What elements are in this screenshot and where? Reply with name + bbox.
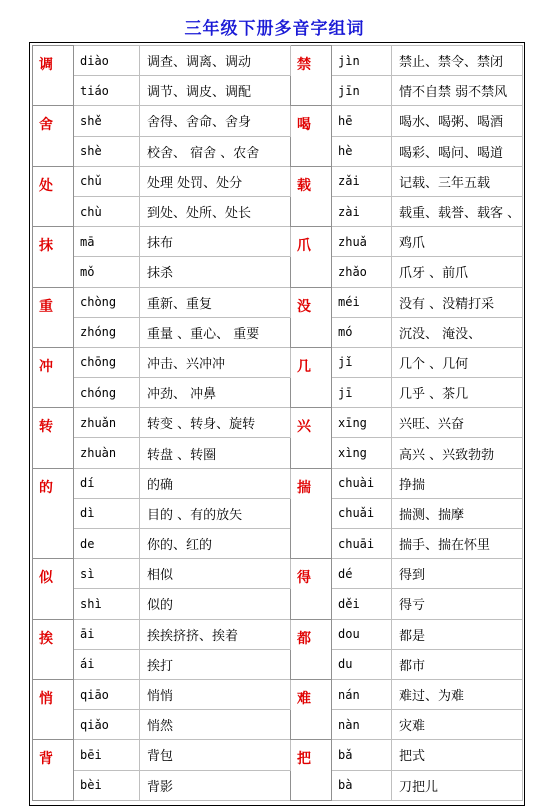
table-row xyxy=(33,559,523,589)
table-row xyxy=(33,257,523,287)
pinyin-cell: nàn xyxy=(332,710,392,740)
table-row xyxy=(33,46,523,76)
words-cell: 重新、重复 xyxy=(140,287,291,317)
pinyin-cell: chòng xyxy=(74,287,140,317)
pinyin-cell: du xyxy=(332,649,392,679)
words-cell: 没有 、没精打采 xyxy=(392,287,523,317)
table-row xyxy=(33,529,523,559)
pinyin-cell: zhóng xyxy=(74,317,140,347)
words-cell: 抹杀 xyxy=(140,257,291,287)
words-cell: 挨挨挤挤、挨着 xyxy=(140,619,291,649)
polyphone-char: 舍 xyxy=(33,106,74,166)
words-cell: 重量 、重心、 重要 xyxy=(140,317,291,347)
polyphone-char: 调 xyxy=(33,46,74,106)
table-row xyxy=(33,347,523,377)
words-cell: 兴旺、兴奋 xyxy=(392,408,523,438)
polyphone-char: 冲 xyxy=(33,347,74,407)
polyphone-char: 喝 xyxy=(291,106,332,166)
pinyin-cell: shě xyxy=(74,106,140,136)
words-cell: 沉没、 淹没、 xyxy=(392,317,523,347)
pinyin-cell: bà xyxy=(332,770,392,800)
words-cell: 鸡爪 xyxy=(392,227,523,257)
polyphone-char: 挨 xyxy=(33,619,74,679)
pinyin-cell: dí xyxy=(74,468,140,498)
words-cell: 得到 xyxy=(392,559,523,589)
words-cell: 背包 xyxy=(140,740,291,770)
polyphone-char: 得 xyxy=(291,559,332,619)
words-cell: 挣揣 xyxy=(392,468,523,498)
pinyin-cell: dou xyxy=(332,619,392,649)
words-cell: 喝水、喝粥、喝酒 xyxy=(392,106,523,136)
table-row xyxy=(33,740,523,770)
pinyin-cell: ái xyxy=(74,649,140,679)
table-row xyxy=(33,589,523,619)
polyphone-char: 揣 xyxy=(291,468,332,559)
pinyin-cell: shè xyxy=(74,136,140,166)
page-title: 三年级下册多音字组词 xyxy=(184,19,365,39)
table-row xyxy=(33,106,523,136)
polyphone-char: 似 xyxy=(33,559,74,619)
table-row xyxy=(33,408,523,438)
words-cell: 得亏 xyxy=(392,589,523,619)
table-row xyxy=(33,196,523,226)
table-row xyxy=(33,679,523,709)
table-row xyxy=(33,287,523,317)
pinyin-cell: bēi xyxy=(74,740,140,770)
words-cell: 几个 、几何 xyxy=(392,347,523,377)
pinyin-cell: jìn xyxy=(332,46,392,76)
words-cell: 都是 xyxy=(392,619,523,649)
pinyin-cell: dé xyxy=(332,559,392,589)
pinyin-cell: jǐ xyxy=(332,347,392,377)
pinyin-cell: hē xyxy=(332,106,392,136)
words-cell: 情不自禁 弱不禁风 xyxy=(392,76,523,106)
words-cell: 几乎 、茶几 xyxy=(392,378,523,408)
words-cell: 禁止、禁令、禁闭 xyxy=(392,46,523,76)
pinyin-cell: zhuàn xyxy=(74,438,140,468)
words-cell: 相似 xyxy=(140,559,291,589)
words-cell: 悄然 xyxy=(140,710,291,740)
words-cell: 到处、处所、处长 xyxy=(140,196,291,226)
pinyin-cell: nán xyxy=(332,679,392,709)
words-cell: 记载、三年五载 xyxy=(392,166,523,196)
pinyin-cell: hè xyxy=(332,136,392,166)
table-row xyxy=(33,649,523,679)
polyphone-char: 没 xyxy=(291,287,332,347)
words-cell: 悄悄 xyxy=(140,679,291,709)
table-row xyxy=(33,227,523,257)
table-row xyxy=(33,770,523,800)
polyphone-char: 难 xyxy=(291,679,332,739)
words-cell: 都市 xyxy=(392,649,523,679)
polyphone-char: 抹 xyxy=(33,227,74,287)
words-cell: 揣手、揣在怀里 xyxy=(392,529,523,559)
pinyin-cell: chóng xyxy=(74,378,140,408)
pinyin-cell: de xyxy=(74,529,140,559)
pinyin-cell: diào xyxy=(74,46,140,76)
pinyin-cell: chōng xyxy=(74,347,140,377)
pinyin-cell: jī xyxy=(332,378,392,408)
pinyin-cell: dì xyxy=(74,498,140,528)
polyphone-char: 禁 xyxy=(291,46,332,106)
pinyin-cell: zhuǎn xyxy=(74,408,140,438)
pinyin-cell: xīng xyxy=(332,408,392,438)
words-cell: 挨打 xyxy=(140,649,291,679)
polyphone-char: 悄 xyxy=(33,679,74,739)
words-cell: 爪牙 、前爪 xyxy=(392,257,523,287)
words-cell: 冲劲、 冲鼻 xyxy=(140,378,291,408)
words-cell: 你的、红的 xyxy=(140,529,291,559)
words-cell: 刀把儿 xyxy=(392,770,523,800)
table-row xyxy=(33,166,523,196)
pinyin-cell: qiǎo xyxy=(74,710,140,740)
polyphone-char: 背 xyxy=(33,740,74,800)
words-cell: 背影 xyxy=(140,770,291,800)
pinyin-cell: zài xyxy=(332,196,392,226)
pinyin-cell: shì xyxy=(74,589,140,619)
words-cell: 难过、为难 xyxy=(392,679,523,709)
pinyin-cell: mǒ xyxy=(74,257,140,287)
polyphonic-table xyxy=(32,45,523,801)
polyphone-char: 都 xyxy=(291,619,332,679)
table-row xyxy=(33,498,523,528)
pinyin-cell: tiáo xyxy=(74,76,140,106)
words-cell: 喝彩、喝问、喝道 xyxy=(392,136,523,166)
table-row xyxy=(33,619,523,649)
polyphone-char: 把 xyxy=(291,740,332,800)
words-cell: 转盘 、转圈 xyxy=(140,438,291,468)
pinyin-cell: mó xyxy=(332,317,392,347)
pinyin-cell: chǔ xyxy=(74,166,140,196)
pinyin-cell: āi xyxy=(74,619,140,649)
pinyin-cell: zhǎo xyxy=(332,257,392,287)
words-cell: 灾难 xyxy=(392,710,523,740)
polyphone-char: 载 xyxy=(291,166,332,226)
pinyin-cell: xìng xyxy=(332,438,392,468)
words-cell: 揣测、揣摩 xyxy=(392,498,523,528)
words-cell: 目的 、有的放矢 xyxy=(140,498,291,528)
table-row xyxy=(33,378,523,408)
pinyin-cell: bǎ xyxy=(332,740,392,770)
pinyin-cell: chuāi xyxy=(332,529,392,559)
polyphone-char: 重 xyxy=(33,287,74,347)
words-cell: 的确 xyxy=(140,468,291,498)
words-cell: 把式 xyxy=(392,740,523,770)
polyphone-char: 几 xyxy=(291,347,332,407)
polyphone-char: 的 xyxy=(33,468,74,559)
pinyin-cell: bèi xyxy=(74,770,140,800)
words-cell: 校舍、 宿舍 、农舍 xyxy=(140,136,291,166)
pinyin-cell: méi xyxy=(332,287,392,317)
pinyin-cell: chuǎi xyxy=(332,498,392,528)
table-row xyxy=(33,317,523,347)
polyphone-char: 转 xyxy=(33,408,74,468)
words-cell: 高兴 、兴致勃勃 xyxy=(392,438,523,468)
pinyin-cell: jīn xyxy=(332,76,392,106)
words-cell: 处理 处罚、处分 xyxy=(140,166,291,196)
table-row xyxy=(33,710,523,740)
table-row xyxy=(33,468,523,498)
words-cell: 调查、调离、调动 xyxy=(140,46,291,76)
words-cell: 调节、调皮、调配 xyxy=(140,76,291,106)
polyphone-char: 爪 xyxy=(291,227,332,287)
words-cell: 载重、载誉、载客 、 xyxy=(392,196,523,226)
polyphone-char: 兴 xyxy=(291,408,332,468)
pinyin-cell: zǎi xyxy=(332,166,392,196)
pinyin-cell: děi xyxy=(332,589,392,619)
table-row xyxy=(33,438,523,468)
words-cell: 抹布 xyxy=(140,227,291,257)
pinyin-cell: sì xyxy=(74,559,140,589)
words-cell: 舍得、舍命、舍身 xyxy=(140,106,291,136)
pinyin-cell: mā xyxy=(74,227,140,257)
pinyin-cell: zhuǎ xyxy=(332,227,392,257)
words-cell: 似的 xyxy=(140,589,291,619)
pinyin-cell: chuài xyxy=(332,468,392,498)
words-cell: 冲击、兴冲冲 xyxy=(140,347,291,377)
pinyin-cell: chù xyxy=(74,196,140,226)
words-cell: 转变 、转身、旋转 xyxy=(140,408,291,438)
pinyin-cell: qiāo xyxy=(74,679,140,709)
polyphone-char: 处 xyxy=(33,166,74,226)
table-row xyxy=(33,136,523,166)
table-row xyxy=(33,76,523,106)
